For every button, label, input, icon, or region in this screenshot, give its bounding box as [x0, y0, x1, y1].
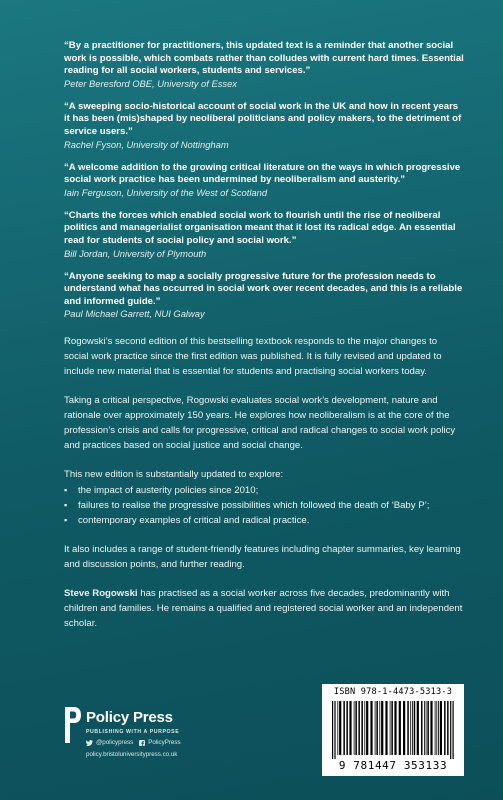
quote-source: Peter Beresford OBE, University of Essex	[64, 77, 237, 89]
endorsement-quote	[64, 40, 464, 90]
quote-text: “Anyone seeking to map a socially progressive future for the profession needs to understand what has occurred in social work over recent decades, and this is a reliable and informed guide.”	[64, 270, 463, 307]
author-name: Steve Rogowski	[64, 588, 138, 599]
description-paragraph: Rogowski’s second edition of this bestselling textbook responds to the major changes to social work practice since the first edition was published. It is fully revised and updated to include new material that is essential for students and practising social workers today.	[64, 336, 442, 377]
publisher-name: Policy Press	[86, 709, 173, 726]
twitter-handle: @policypress	[96, 739, 134, 746]
policy-press-logo-icon	[64, 706, 82, 744]
isbn-label: ISBN 978-1-4473-5313-3	[333, 687, 453, 697]
publisher-social	[86, 739, 181, 746]
quote-text: “A welcome addition to the growing critical literature on the ways in which progressive social work practice has been undermined by neoliberalism and austerity.”	[64, 161, 461, 186]
quote-source: Iain Ferguson, University of the West of Scotland	[64, 186, 268, 198]
feature-list-item: ▪ contemporary examples of critical and radical practice.	[64, 513, 464, 528]
quote-source: Bill Jordan, University of Plymouth	[64, 247, 207, 259]
publisher-url: policy.bristoluniversitypress.co.uk	[86, 751, 178, 758]
facebook-handle: PolicyPress	[148, 739, 181, 746]
publisher-tagline: PUBLISHING WITH A PURPOSE	[86, 729, 180, 735]
barcode-bars	[328, 701, 458, 759]
endorsement-quotes	[64, 40, 464, 331]
twitter-icon	[86, 740, 93, 746]
author-bio	[64, 586, 464, 631]
endorsement-quote	[64, 210, 464, 260]
quote-text: “Charts the forces which enabled social work to flourish until the rise of neoliberal politics and managerialist organisation meant that it lost its radical edge. An essential read for students of social policy and social work.”	[64, 209, 456, 246]
feature-list	[64, 483, 464, 528]
feature-list-item: ▪ the impact of austerity policies since 2010;	[64, 483, 464, 498]
isbn-barcode	[322, 684, 464, 776]
description-paragraph: Taking a critical perspective, Rogowski evaluates social work’s development, nature and rationale over approximately 150 years. He explores how neoliberalism is at the core of the profession’s crisis and calls for progressive, critical and radical changes to social work policy and practices based on social justice and social change.	[64, 395, 456, 451]
endorsement-quote	[64, 101, 464, 151]
quote-text: “By a practitioner for practitioners, this updated text is a reminder that another social work is possible, which combats rather than colludes with current hard times. Essential reading for all social workers, students and services.”	[64, 40, 464, 77]
endorsement-quote	[64, 162, 464, 199]
feature-list-item: ▪ failures to realise the progressive possibilities which followed the death of ‘Baby P’;	[64, 498, 464, 513]
description-paragraph: This new edition is substantially updated to explore:	[64, 469, 284, 480]
publisher-block	[64, 704, 264, 774]
quote-source: Rachel Fyson, University of Nottingham	[64, 138, 229, 150]
facebook-icon	[139, 740, 145, 746]
description-paragraph: It also includes a range of student-friendly features including chapter summaries, key learning and discussion points, and further reading.	[64, 544, 461, 570]
barcode-digits: 9 781447 353133	[338, 759, 448, 772]
endorsement-quote	[64, 271, 464, 321]
book-description	[64, 334, 464, 645]
author-bio-text: has practised as a social worker across five decades, predominantly with children and families. He remains a qualified and registered social worker and an independent scholar.	[64, 588, 463, 629]
quote-text: “A sweeping socio-historical account of social work in the UK and how in recent years it has been (mis)shaped by neoliberal politicians and policy makers, to the detriment of service users.”	[64, 100, 462, 137]
quote-source: Paul Michael Garrett, NUI Galway	[64, 308, 205, 320]
